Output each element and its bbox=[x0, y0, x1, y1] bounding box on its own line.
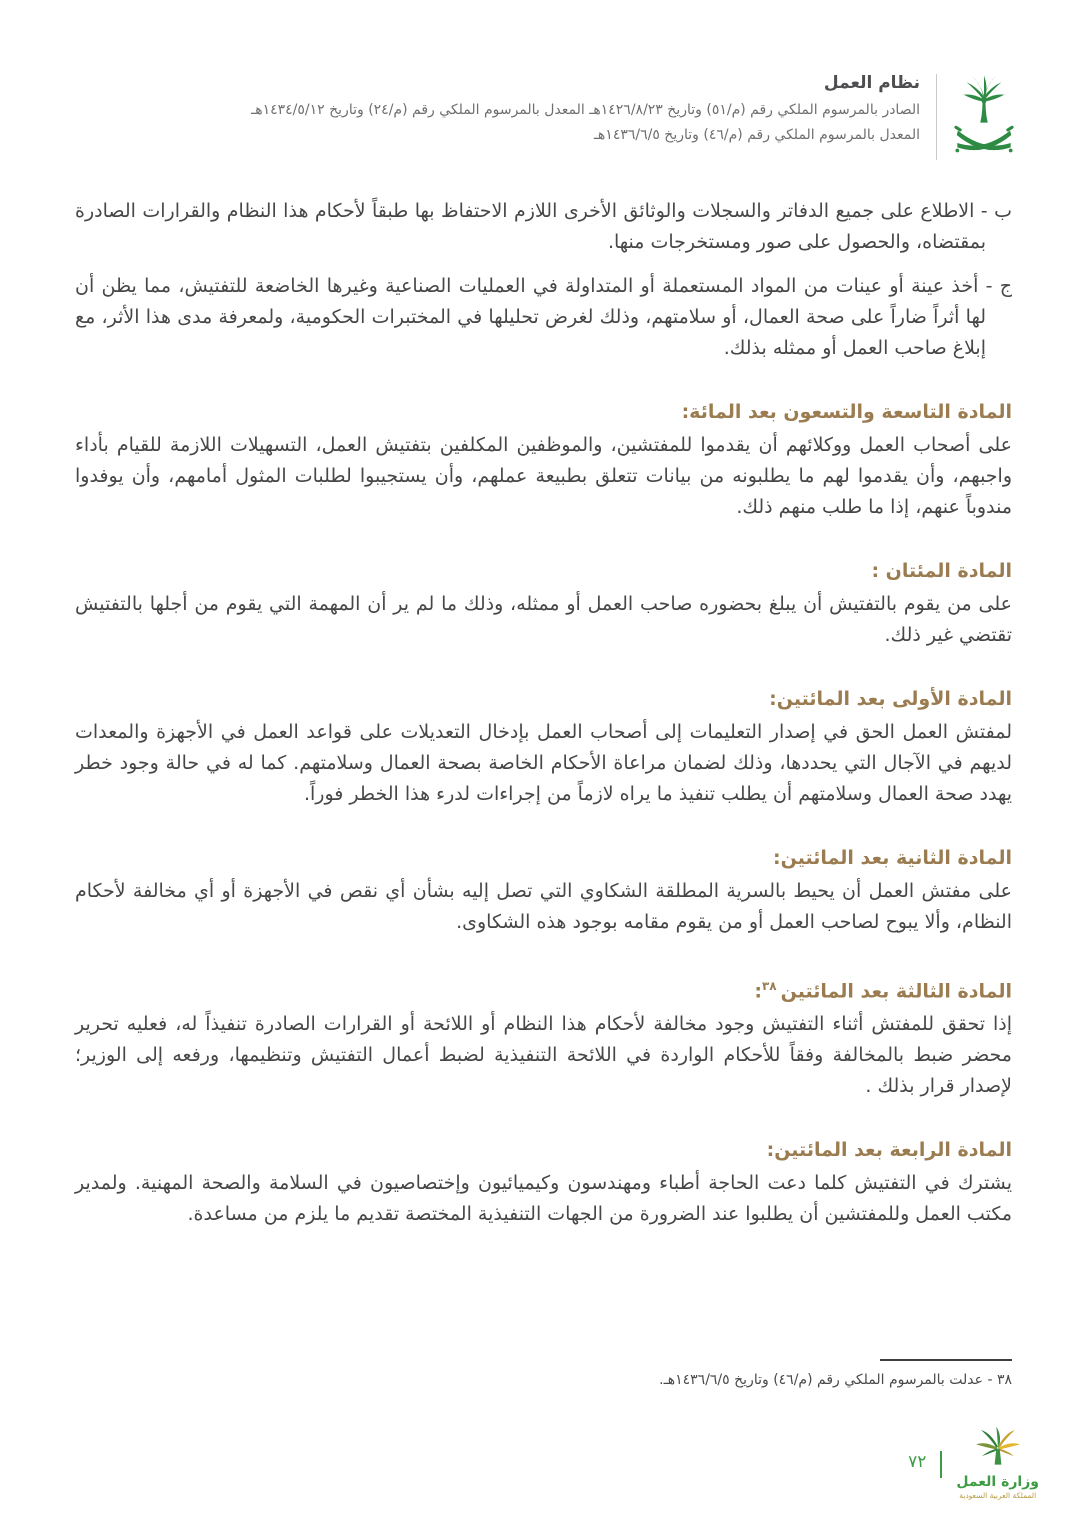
article-heading: المادة المئتان : bbox=[871, 560, 1012, 582]
page-footer bbox=[908, 1424, 1039, 1501]
header-divider bbox=[936, 74, 937, 160]
intro-list-item: ب - الاطلاع على جميع الدفاتر والسجلات والوثائق الأخرى اللازم الاحتفاظ بها طبقاً لأحكام هذا النظام والقرارات الصادرة بمقتضاه، والحصول على صور ومستخرجات منها. bbox=[75, 200, 1012, 253]
saudi-emblem-palm-and-swords-icon bbox=[953, 70, 1015, 168]
page-number: ٧٢ bbox=[908, 1452, 927, 1472]
ministry-name: وزارة العمل bbox=[956, 1474, 1039, 1490]
decree-line-1: الصادر بالمرسوم الملكي رقم (م/٥١) وتاريخ ١٤٢٦/٨/٢٣هـ المعدل بالمرسوم الملكي رقم (م/٢٤) وتاريخ ١٤٣٤/٥/١٢هـ bbox=[251, 102, 920, 118]
ministry-palm-icon bbox=[971, 1424, 1025, 1472]
intro-list bbox=[75, 196, 1012, 364]
footnote-text: ٣٨ - عدلت بالمرسوم الملكي رقم (م/٤٦) وتاريخ ١٤٣٦/٦/٥هـ. bbox=[659, 1372, 1012, 1388]
article-body: على مفتش العمل أن يحيط بالسرية المطلقة الشكاوي التي تصل إليه بشأن أي نقص في الأجهزة أو أي مخالفة لأحكام النظام، وألا يبوح لصاحب العمل أو من يقوم مقامه بوجود هذه الشكاوى. bbox=[75, 880, 1012, 933]
ministry-of-labor-logo bbox=[956, 1424, 1039, 1501]
intro-list-item: ج - أخذ عينة أو عينات من المواد المستعملة أو المتداولة في العمليات الصناعية وغيرها الخاضعة للتفتيش، مما يظن أن لها أثراً ضاراً على صحة العمال، أو سلامتهم، وذلك لغرض تحليلها في المختبرات الحكومية، ولمعرفة مدى هذا الأثر، مع إبلاغ صاحب العمل أو ممثله بذلك. bbox=[75, 275, 1012, 359]
article-section bbox=[75, 1135, 1012, 1230]
footnote-ref-superscript: ٣٨ bbox=[761, 979, 777, 993]
article-body: على أصحاب العمل ووكلائهم أن يقدموا للمفتشين، والموظفين المكلفين بتفتيش العمل، التسهيلات اللازمة للقيام بأداء واجبهم، وأن يقدموا لهم ما يطلبونه من بيانات تتعلق بطبيعة عملهم، وأن يستجيبوا لطلبات المثول أمامهم، وأن يوفدوا مندوباً عنهم، إذا ما طلب منهم ذلك. bbox=[75, 434, 1012, 518]
ministry-subtitle: المملكة العربية السعودية bbox=[959, 1491, 1037, 1500]
article-heading: المادة الثانية بعد المائتين: bbox=[773, 847, 1012, 869]
article-heading: المادة التاسعة والتسعون بعد المائة: bbox=[681, 401, 1012, 423]
article-section bbox=[75, 556, 1012, 651]
article-heading: المادة الثالثة بعد المائتين$^{٣٨}$: bbox=[754, 979, 1012, 1003]
article-body: إذا تحقق للمفتش أثناء التفتيش وجود مخالفة لأحكام هذا النظام أو اللائحة أو القرارات الصادرة تنفيذاً له، فعليه تحرير محضر ضبط بالمخالفة وفقاً للأحكام الواردة في اللائحة التنفيذية لضبط أعمال التفتيش وتنظيمها، ورفعه إلى الوزير؛ لإصدار قرار بذلك . bbox=[75, 1013, 1012, 1098]
decree-line-2: المعدل بالمرسوم الملكي رقم (م/٤٦) وتاريخ ١٤٣٦/٦/٥هـ bbox=[593, 127, 920, 143]
footnote-block bbox=[75, 1350, 1012, 1391]
articles-list bbox=[75, 397, 1012, 1230]
header-text-block bbox=[72, 70, 920, 148]
article-body: يشترك في التفتيش كلما دعت الحاجة أطباء ومهندسون وكيميائيون وإختصاصيون في السلامة والصحة المهنية. ولمدير مكتب العمل وللمفتشين أن يطلبوا عند الضرورة من الجهات التنفيذية المختصة تقديم ما يلزم من مساعدة. bbox=[75, 1172, 1012, 1226]
article-heading: المادة الأولى بعد المائتين: bbox=[769, 688, 1012, 710]
document-body bbox=[75, 196, 1012, 1230]
article-section bbox=[75, 397, 1012, 523]
article-body: لمفتش العمل الحق في إصدار التعليمات إلى أصحاب العمل بإدخال التعديلات على قواعد العمل في الأجهزة والمعدات لديهم في الآجال التي يحددها، وذلك لضمان مراعاة الأحكام الخاصة بصحة العمال وسلامتهم. كما له في حالة وجود خطر يهدد صحة العمال وسلامتهم أن يطلب تنفيذ ما يراه لازماً من إجراءات لدرء هذا الخطر فوراً. bbox=[75, 721, 1012, 805]
article-body: على من يقوم بالتفتيش أن يبلغ بحضوره صاحب العمل أو ممثله، وذلك ما لم ير أن المهمة التي يقوم من أجلها بالتفتيش تقتضي غير ذلك. bbox=[75, 593, 1012, 646]
document-title: نظام العمل bbox=[823, 73, 920, 93]
article-section bbox=[75, 684, 1012, 810]
article-heading: المادة الرابعة بعد المائتين: bbox=[766, 1139, 1012, 1162]
article-section bbox=[75, 971, 1012, 1102]
article-section bbox=[75, 843, 1012, 938]
footnote-separator-rule bbox=[880, 1359, 1012, 1361]
document-header bbox=[72, 70, 1015, 168]
footer-divider-bar bbox=[940, 1451, 942, 1478]
